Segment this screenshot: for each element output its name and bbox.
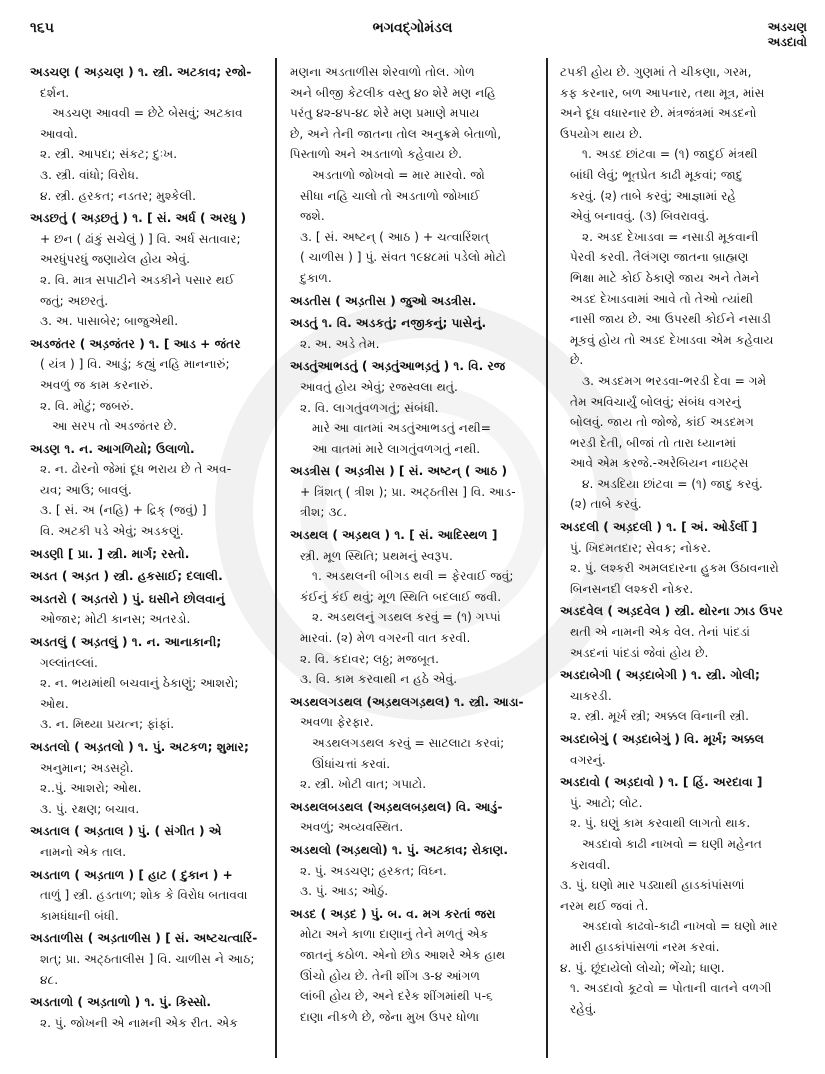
entry-line: ૨. પું. લશ્કરી અમલદારના હુકમ ઉઠાવનારો — [570, 561, 779, 576]
entry-line: જાતનું કઠોળ. એનો છોડ આશરે એક હાથ — [300, 947, 506, 962]
entry-line: (૨) તાબે કરવું. — [570, 497, 642, 512]
entry-line: દર્શન. — [40, 85, 70, 100]
entry-headword-line: અડદ ( અડ઼દ ) પું. બ. વ. મગ કરતાં જરા — [290, 906, 496, 921]
entry-line: જશે. — [300, 209, 325, 224]
entry-headword-line: અડથલબડથલ (અડ઼થલબડ઼થલ) વિ. આડું- — [290, 799, 503, 814]
entry-line: ૨. વિ. મોટું; જબરું. — [40, 398, 134, 413]
guide-word-last: અડદાવો — [767, 35, 807, 49]
entry-line: જતું; અછરતું. — [40, 293, 109, 308]
entry-headword-line: અડતીસ ( અડ઼તીસ ) જુઓ અડત્રીસ. — [290, 293, 477, 308]
entry-line: ૨. ન. ભયમાંથી બચવાનું ઠેકાણું; આશરો; — [40, 676, 239, 691]
entry-line: ૨..પું. આશરો; ઓથ. — [40, 781, 142, 796]
entry-line: નાસી જાય છે. આ ઉપરથી કોઈને નસાડી — [570, 312, 772, 327]
entry-line: ૪. પું. છૂંદાયેલો લોચો; ભેંચો; ધાણ. — [560, 960, 725, 975]
entry-line: આવતું હોય એવું; રજસ્વલા થતું. — [300, 379, 458, 394]
entry-line: કરાવવી. — [570, 857, 611, 872]
entry-line: ઓજાર; મોટી કાનસ; અતરડો. — [40, 612, 191, 627]
entry-headword-line: અડજંતર ( અડ઼જંતર ) ૧. [ આડ + જંતર — [30, 336, 241, 351]
entry-headword-line: અડદલી ( અડ઼દલી ) ૧. [ અં. ઓર્ડર્લી ] — [560, 520, 758, 535]
entry-line: દુકાળ. — [300, 270, 332, 285]
entry-line: ચાકરડી. — [570, 688, 612, 703]
dictionary-entry — [560, 729, 805, 770]
entry-line: કામધંધાની બંધી. — [40, 908, 119, 923]
entry-line: ૩. પું. રક્ષણ; બચાવ. — [40, 801, 140, 816]
entry-line: ૨. અડદ દેખાડવા = નસાડી મૂકવાની — [582, 229, 759, 244]
entry-line: એવું બનાવવું. (૩) બિવરાવવું. — [570, 209, 710, 224]
dictionary-entry — [290, 313, 532, 354]
entry-line: ૨. વિ. કદાવર; લઠ્ઠ; મજબૂત. — [300, 651, 439, 666]
entry-line: ૩. [ સં. અ (નહિ) + દ્રિક્ (જવું) ] — [40, 503, 207, 518]
entry-line: ( ચાળીસ ) ] પું. સંવત ૧૯૪૮માં પડેલો મોટો — [300, 250, 506, 265]
dictionary-entry — [30, 439, 262, 542]
entry-line: પરંતુ ૪૨-૪૫-૪૮ શેરે મણ પ્રમાણે મપાય — [290, 106, 480, 121]
entry-line: અનુમાન; અડસટ્ટો. — [40, 760, 134, 775]
entry-headword-line: અડછતું ( અડ઼છતું ) ૧. [ સં. અર્ધ ( અરધુ ) — [30, 211, 247, 226]
entry-line: મારી હાડકાંપાંસળાં નરમ કરવાં. — [570, 939, 720, 954]
page-number: ૧૬૫ — [30, 20, 54, 36]
entry-line: મૂકવું હોય તો અડદ દેખાડવા એમ કહેવાય — [570, 332, 774, 347]
entry-line: મારે આ વાતમાં અડતુંઆભડતું નથી= — [312, 421, 491, 436]
dictionary-entry — [30, 821, 262, 862]
entry-line: ૨. વિ. માત્ર સપાટીને અડકીને પસાર થઈ — [40, 272, 235, 287]
entry-headword-line: અડદવેલ ( અડ઼દવેલ ) સ્ત્રી. થોરના ઝાડ ઉપર — [560, 604, 783, 619]
dictionary-entry — [30, 632, 262, 735]
entry-line: આ સરપ તો અડજંતર છે. — [52, 419, 177, 434]
entry-line: રહેવું. — [570, 1001, 597, 1016]
dictionary-entry — [30, 865, 262, 927]
dictionary-entry — [290, 840, 532, 902]
entry-line: ૨. સ્ત્રી. ખોટી વાત; ગપાટો. — [300, 777, 427, 792]
entry-line: નરમ થઈ જવાં તે. — [560, 898, 649, 913]
entry-line: ૨. વિ. લાગતુંવળગતું; સંબંધી. — [300, 400, 439, 415]
entry-line: આ વાતમાં મારે લાગતુંવળગતું નથી. — [312, 441, 481, 456]
dictionary-entry — [30, 208, 262, 332]
entry-line: ( યંત્ર ) ] વિ. આડું; કહ્યું નહિ માનનારું; — [40, 357, 230, 372]
entry-line: ૨. સ્ત્રી. મૂર્ખ સ્ત્રી; અક્કલ વિનાની સ્ત્રી. — [570, 709, 750, 724]
entry-line: ત્રીશ; ૩૮. — [300, 505, 348, 520]
entry-headword-line: અડત ( અડ઼ત ) સ્ત્રી. હકસાઈ; દલાલી. — [30, 569, 223, 584]
entry-line: તાળું ] સ્ત્રી. હડતાળ; શોક કે વિરોધ બતાવવા — [40, 888, 248, 903]
entry-line: છે. — [570, 353, 584, 368]
column-left — [30, 62, 262, 1035]
entry-line: સીધા નહિ ચાલો તો અડતાળો જોખાઈ — [300, 188, 480, 203]
entry-line: ૩. વિ. કામ કરવાથી ન હઠે એવું. — [300, 672, 458, 687]
entry-line: કરવું. (૨) તાબે કરવું; આજ્ઞામાં રહે — [570, 188, 737, 203]
dictionary-entry — [30, 62, 262, 206]
entry-line: ગલ્લાંતલ્લાં. — [40, 655, 98, 670]
entry-line: અડદ દેખાડવામાં આવે તો તેઓ ત્યાંથી — [570, 291, 754, 306]
entry-line: આવે એમ કરજે.-અરેબિયન નાઇટ્સ — [570, 456, 749, 471]
entry-headword-line: અડત્રીસ ( અડ઼ત્રીસ ) [ સં. અષ્ટન્ ( આઠ ) — [290, 464, 508, 479]
dictionary-entry — [30, 334, 262, 437]
entry-headword-line: અડતુંઆભડતું ( અડ઼તુંઆભડ઼તું ) ૧. વિ. રજ — [290, 359, 506, 374]
dictionary-entry — [290, 797, 532, 838]
column-right — [560, 62, 805, 1021]
dictionary-entry — [560, 601, 805, 663]
entry-line: ૪. સ્ત્રી. હરકત; નડતર; મુશ્કેલી. — [40, 188, 197, 203]
entry-line: ૧. અડદ છાંટવા = (૧) જાદુઈ મંત્રથી — [582, 147, 758, 162]
entry-headword-line: અડતલું ( અડ઼તલું ) ૧. ન. આનાકાની; — [30, 635, 222, 650]
entry-line: યવ; આઉ; બાવલું. — [40, 482, 132, 497]
entry-line: અડદનાં પાંદડાં જેવાં હોય છે. — [570, 645, 709, 660]
dictionary-entry — [30, 566, 262, 587]
dictionary-entry — [30, 737, 262, 819]
entry-line: થતી એ નામની એક વેલ. તેનાં પાંદડાં — [570, 625, 750, 640]
running-title: ભગવદ્ગોમંડલ — [372, 20, 453, 36]
entry-line: પું. ખિદમતદાર; સેવક; નોકર. — [570, 540, 711, 555]
entry-line: આવવો. — [40, 126, 78, 141]
entry-line: ૨. સ્ત્રી. આપદા; સંકટ; દુઃખ. — [40, 147, 178, 162]
entry-line: છે, અને તેની જાતના તોલ અનુક્રમે બેતાળો, — [290, 126, 502, 141]
entry-line: બોલવું. જાય તો જોજે, કાંઈ અડદમગ — [570, 415, 754, 430]
entry-line: અડદાવો કાઢી નાખવો = ઘણી મહેનત — [582, 836, 762, 851]
entry-headword-line: અડથલગડથલ (અડ઼થલગડ઼થલ) ૧. સ્ત્રી. આડા- — [290, 694, 524, 709]
entry-line: ૩. અડદમગ ભરડવા-ભરડી દેવા = ગમે — [582, 373, 767, 388]
dictionary-entry — [560, 772, 805, 1019]
entry-line: ૩. અ. પાસાબેર; બાજુએથી. — [40, 314, 179, 329]
entry-line: મણના અડતાળીસ શેરવાળો તોલ. ગોળ — [290, 65, 475, 79]
dictionary-entry — [30, 928, 262, 990]
entry-line: ૨. અડથલનું ગડથલ કરવું = (૧) ગપ્પાં — [312, 610, 501, 625]
entry-headword-line: અડતું ૧. વિ. અડકતું; નજીકનું; પાસેનું. — [290, 316, 487, 331]
entry-line: કંઈનું કંઈ થવું; મૂળ સ્થિતિ બદલાઈ જવી. — [300, 589, 502, 604]
entry-line: ૧. અડદાવો કૂટવો = પોતાની વાતને વળગી — [570, 981, 772, 996]
entry-line: ૨. પું. ઘણું કામ કરવાથી લાગતો થાક. — [570, 816, 751, 831]
entry-line: અરધુંપરધું જણાયેલ હોય એવું. — [40, 252, 190, 267]
entry-line: ૪. અડદિયા છાંટવા = (૧) જાદુ કરવું. — [582, 476, 763, 491]
entry-line: લાંબી હોય છે, અને દરેક શીંગમાંથી ૫-૬ — [300, 989, 493, 1004]
entry-headword-line: અડથલ ( અડ઼થલ ) ૧. [ સં. આદિસ્થળ ] — [290, 528, 498, 543]
entry-line: બિનસનદી લશ્કરી નોકર. — [570, 581, 694, 596]
entry-headword-line: અડતાળો ( અડ઼તાળો ) ૧. પું. કિસ્સો. — [30, 995, 212, 1010]
entry-line: ભરડી દેતી, બીજાં તો તારા ધ્યાનમાં — [570, 435, 737, 450]
entry-line: પું. આટો; લોટ. — [570, 795, 643, 810]
entry-line: + ત્રિંશત્ ( ત્રીશ ); પ્રા. અટ્ઠતીસ ] વિ. આડ- — [300, 484, 516, 499]
entry-line: ૩. પું. ઘણો માર પડ્યાથી હાડકાંપાંસળાં — [560, 878, 745, 893]
entry-line: વગરનું. — [570, 752, 606, 767]
entry-line: અવળા ફેરફાર. — [300, 715, 374, 730]
entry-line: ૪૮. — [40, 972, 59, 987]
entry-headword-line: અડતાલ ( અડ઼તાલ ) પું. ( સંગીત ) એ — [30, 824, 222, 839]
dictionary-entry — [290, 461, 532, 523]
entry-line: ૨. પું. અડચણ; હરકત; વિઘ્ન. — [300, 863, 447, 878]
column-divider-2 — [546, 58, 548, 1058]
dictionary-entry — [290, 356, 532, 459]
entry-headword-line: અડણ ૧. ન. આગળિયો; ઉલાળો. — [30, 441, 195, 456]
dictionary-entry — [560, 62, 805, 515]
entry-line: + છન ( ઢાંકું સચેલું ) ] વિ. અર્ધ સતાવાર; — [40, 231, 241, 246]
entry-line: અવળું જ કામ કરનારું. — [40, 377, 154, 392]
entry-line: મોટા અને કાળા દાણાનું તેને મળતું એક — [300, 927, 489, 942]
entry-headword-line: અડદાબેગી ( અડ઼દાબેગી ) ૧. સ્ત્રી. ગોલી; — [560, 668, 760, 683]
entry-line: દાણા નીકળે છે, જેના મુખ ઉપર ધોળા — [300, 1009, 480, 1024]
guide-word-first: અડચણ — [767, 20, 807, 34]
entry-line: ૨. અ. અડે તેમ. — [300, 336, 380, 351]
entry-headword-line: અડતરો ( અડ઼તરો ) પું. ઘસીને છોલવાનું — [30, 591, 225, 606]
entry-headword-line: અડતાળીસ ( અડ઼તાળીસ ) [ સં. અષ્ટચત્વારિં- — [30, 931, 258, 946]
dictionary-entry — [290, 62, 532, 289]
entry-line: પિસ્તાળો અને અડતાળો કહેવાય છે. — [290, 147, 463, 162]
entry-line: અવળું; અવ્યવસ્થિત. — [300, 820, 404, 835]
entry-line: સ્ત્રી. મૂળ સ્થિતિ; પ્રથમનું સ્વરૂપ. — [300, 548, 453, 563]
entry-headword-line: અડણી [ પ્રા. ] સ્ત્રી. માર્ગ; રસ્તો. — [30, 546, 190, 561]
entry-line: વિ. અટકી પડે એવું; અડકણું. — [40, 524, 184, 539]
entry-line: બાંધી લેવું; ભૂતપ્રેત કાઢી મૂકવાં; જાદુ — [570, 167, 743, 182]
entry-line: ૩. [ સં. અષ્ટન્ ( આઠ ) + ચત્વારિંશત્ — [300, 229, 489, 244]
dictionary-entry — [30, 544, 262, 565]
column-middle — [290, 62, 532, 1029]
dictionary-entry — [560, 665, 805, 727]
dictionary-entry — [290, 692, 532, 795]
entry-line: ઊંચો હોય છે. તેની શીંગ ૩-૪ આંગળ — [300, 968, 481, 983]
entry-line: અડથલગડથલ કરવું = સાટલાટા કરવાં; — [312, 736, 505, 750]
entry-line: અને દૂધ વધારનાર છે. મંત્રજંત્રમાં અડદનો — [560, 106, 757, 121]
dictionary-entry — [290, 291, 532, 312]
entry-line: ઊંધાંચત્તાં કરવાં. — [312, 756, 391, 771]
dictionary-entry — [290, 525, 532, 690]
entry-line: ૩. પું. આડ; ઓઠું. — [300, 884, 389, 899]
entry-line: શત્; પ્રા. અટ્ઠતાલીસ ] વિ. ચાળીસ ને આઠ; — [40, 951, 255, 966]
entry-line: અડદાવો કાઢવો-કાઢી નાખવો = ઘણો માર — [582, 919, 778, 934]
entry-headword-line: અડદાવો ( અડ઼દાવો ) ૧. [ હિં. અરદાવા ] — [560, 775, 763, 790]
entry-headword-line: અડદાબેગું ( અડ઼દાબેગું ) વિ. મૂર્ખ; અક્કલ — [560, 732, 764, 746]
entry-line: તેમ અવિચાર્યું બોલવું; સંબંધ વગરનું — [570, 394, 741, 409]
entry-line: ૨. ન. ઢોરનો જેમાં દૂધ ભરાય છે તે અવ- — [40, 462, 232, 477]
entry-headword-line: અડથલો (અડ઼થલો) ૧. પું. અટકાવ; રોકાણ. — [290, 842, 509, 857]
dictionary-entry — [30, 992, 262, 1033]
entry-line: ૨. પું. જોખની એ નામની એક રીત. એક — [40, 1015, 238, 1030]
entry-headword-line: અડતલો ( અડ઼તલો ) ૧. પું. અટકળ; શુમાર; — [30, 740, 249, 754]
dictionary-entry — [290, 904, 532, 1028]
entry-line: ૧. અડથલની બીગડ થવી = ફેરવાઈ જવું; — [312, 569, 514, 584]
entry-headword-line: અડતાળ ( અડ઼તાળ ) [ હાટ ( દુકાન ) + — [30, 867, 233, 882]
entry-line: ઓથ. — [40, 696, 69, 711]
entry-line: કફ કરનાર, બળ આપનાર, તથા મૂત્ર, માંસ — [560, 85, 765, 100]
entry-line: અને બીજી કેટલીક વસ્તુ ૪૦ શેરે મણ નહિ — [290, 85, 496, 100]
entry-line: ભિક્ષા માટે કોઈ ઠેકાણે જાય અને તેમને — [570, 270, 760, 285]
entry-line: અડચણ આવવી = છેટે બેસવું; અટકાવ — [52, 106, 243, 121]
entry-line: મારવાં. (૨) મેળ વગરની વાત કરવી. — [300, 631, 471, 646]
entry-line: ઉપયોગ થાય છે. — [560, 126, 643, 141]
dictionary-entry — [560, 517, 805, 599]
entry-headword-line: અડચણ ( અડ઼ચણ ) ૧. સ્ત્રી. અટકાવ; રજો- — [30, 65, 252, 79]
entry-line: નામનો એક તાલ. — [40, 844, 127, 859]
entry-line: ૩. ન. મિથ્યા પ્રયત્ન; ફાંફાં. — [40, 717, 175, 732]
dictionary-entry — [30, 589, 262, 630]
guide-words — [768, 20, 807, 50]
entry-line: પેરવી કરવી. તૈલંગણ જાતના બ્રાહ્મણ — [570, 250, 749, 265]
page-header — [0, 0, 825, 60]
entry-line: અડતાળો જોખવો = માર મારવો. જો — [312, 167, 485, 182]
column-divider-1 — [275, 58, 277, 1058]
entry-line: ૩. સ્ત્રી. વાંધો; વિરોધ. — [40, 167, 139, 182]
entry-line: ટપકી હોય છે. ગુણમાં તે ચીકણા, ગરમ, — [560, 65, 752, 79]
